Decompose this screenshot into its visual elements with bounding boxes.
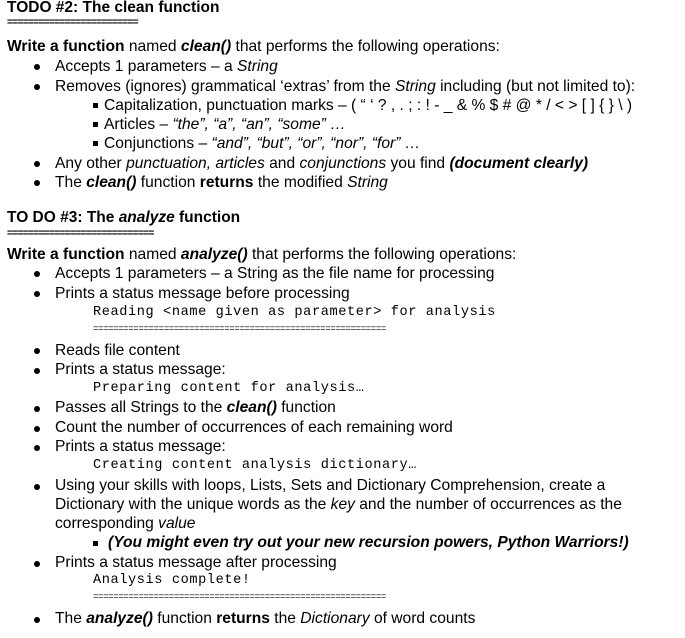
todo2-sub-capitalization: Capitalization, punctuation marks – ( “ ‘ ? , . ; : ! - _ & % $ # @ * / < > [ ] { } \ ): [104, 97, 633, 114]
todo2-sub-articles: Articles – “the”, “a”, “an”, “some” …: [104, 116, 346, 133]
square-bullet-icon: [93, 141, 98, 146]
todo2-sub-conjunctions: Conjunctions – “and”, “but”, “or”, “nor”, “for” …: [104, 135, 421, 152]
bullet-icon: [34, 445, 40, 451]
bullet-icon: [34, 426, 40, 432]
todo3-bullet-using-line2: Dictionary with the unique words as the key and the number of occurrences as the: [55, 496, 622, 513]
todo2-bullet-other: Any other punctuation, articles and conjunctions you find (document clearly): [55, 155, 589, 172]
bullet-icon: [34, 64, 40, 70]
todo2-title: TODO #2: The clean function: [7, 0, 220, 16]
todo3-bullet-status-before: Prints a status message before processing: [55, 285, 350, 302]
code-complete: Analysis complete!: [93, 573, 251, 588]
todo3-bullet-status-1: Prints a status message:: [55, 361, 226, 378]
todo2-bullet-returns: The clean() function returns the modified String: [55, 174, 388, 191]
todo3-rule: ============================: [7, 229, 154, 239]
square-bullet-icon: [93, 103, 98, 108]
code-creating: Creating content analysis dictionary…: [93, 458, 418, 473]
todo3-bullet-using-line3: corresponding value: [55, 515, 196, 532]
bullet-icon: [34, 406, 40, 412]
todo3-sub-recursion: (You might even try out your new recursion powers, Python Warriors!): [108, 534, 629, 551]
todo3-title: TO DO #3: The analyze function: [7, 209, 241, 226]
bullet-icon: [34, 484, 40, 490]
todo3-bullet-returns: The analyze() function returns the Dictionary of word counts: [55, 610, 476, 627]
bullet-icon: [34, 84, 40, 90]
bullet-icon: [34, 180, 40, 186]
todo2-bullet-accepts: Accepts 1 parameters – a String: [55, 58, 278, 75]
todo2-intro: Write a function named clean() that performs the following operations:: [7, 38, 500, 55]
todo3-bullet-status-after: Prints a status message after processing: [55, 554, 337, 571]
todo2-bullet-removes: Removes (ignores) grammatical ‘extras’ from the String including (but not limited to):: [55, 78, 636, 95]
code-reading: Reading <name given as parameter> for analysis: [93, 305, 496, 320]
code-rule-2: ==========================================================: [93, 593, 386, 601]
code-rule-1: ==========================================================: [93, 325, 386, 333]
todo3-bullet-reads: Reads file content: [55, 342, 180, 359]
square-bullet-icon: [93, 541, 98, 546]
todo3-bullet-passes: Passes all Strings to the clean() function: [55, 399, 336, 416]
code-preparing: Preparing content for analysis…: [93, 381, 365, 396]
todo3-intro: Write a function named analyze() that performs the following operations:: [7, 246, 517, 263]
todo3-bullet-status-2: Prints a status message:: [55, 438, 226, 455]
bullet-icon: [34, 271, 40, 277]
todo2-rule: =========================: [7, 18, 138, 28]
bullet-icon: [34, 368, 40, 374]
bullet-icon: [34, 348, 40, 354]
square-bullet-icon: [93, 122, 98, 127]
bullet-icon: [34, 561, 40, 567]
todo3-bullet-using-line1: Using your skills with loops, Lists, Sets and Dictionary Comprehension, create a: [55, 477, 606, 494]
bullet-icon: [34, 161, 40, 167]
todo3-bullet-accepts: Accepts 1 parameters – a String as the file name for processing: [55, 265, 495, 282]
todo3-bullet-count: Count the number of occurrences of each remaining word: [55, 419, 453, 436]
bullet-icon: [34, 617, 40, 623]
bullet-icon: [34, 291, 40, 297]
